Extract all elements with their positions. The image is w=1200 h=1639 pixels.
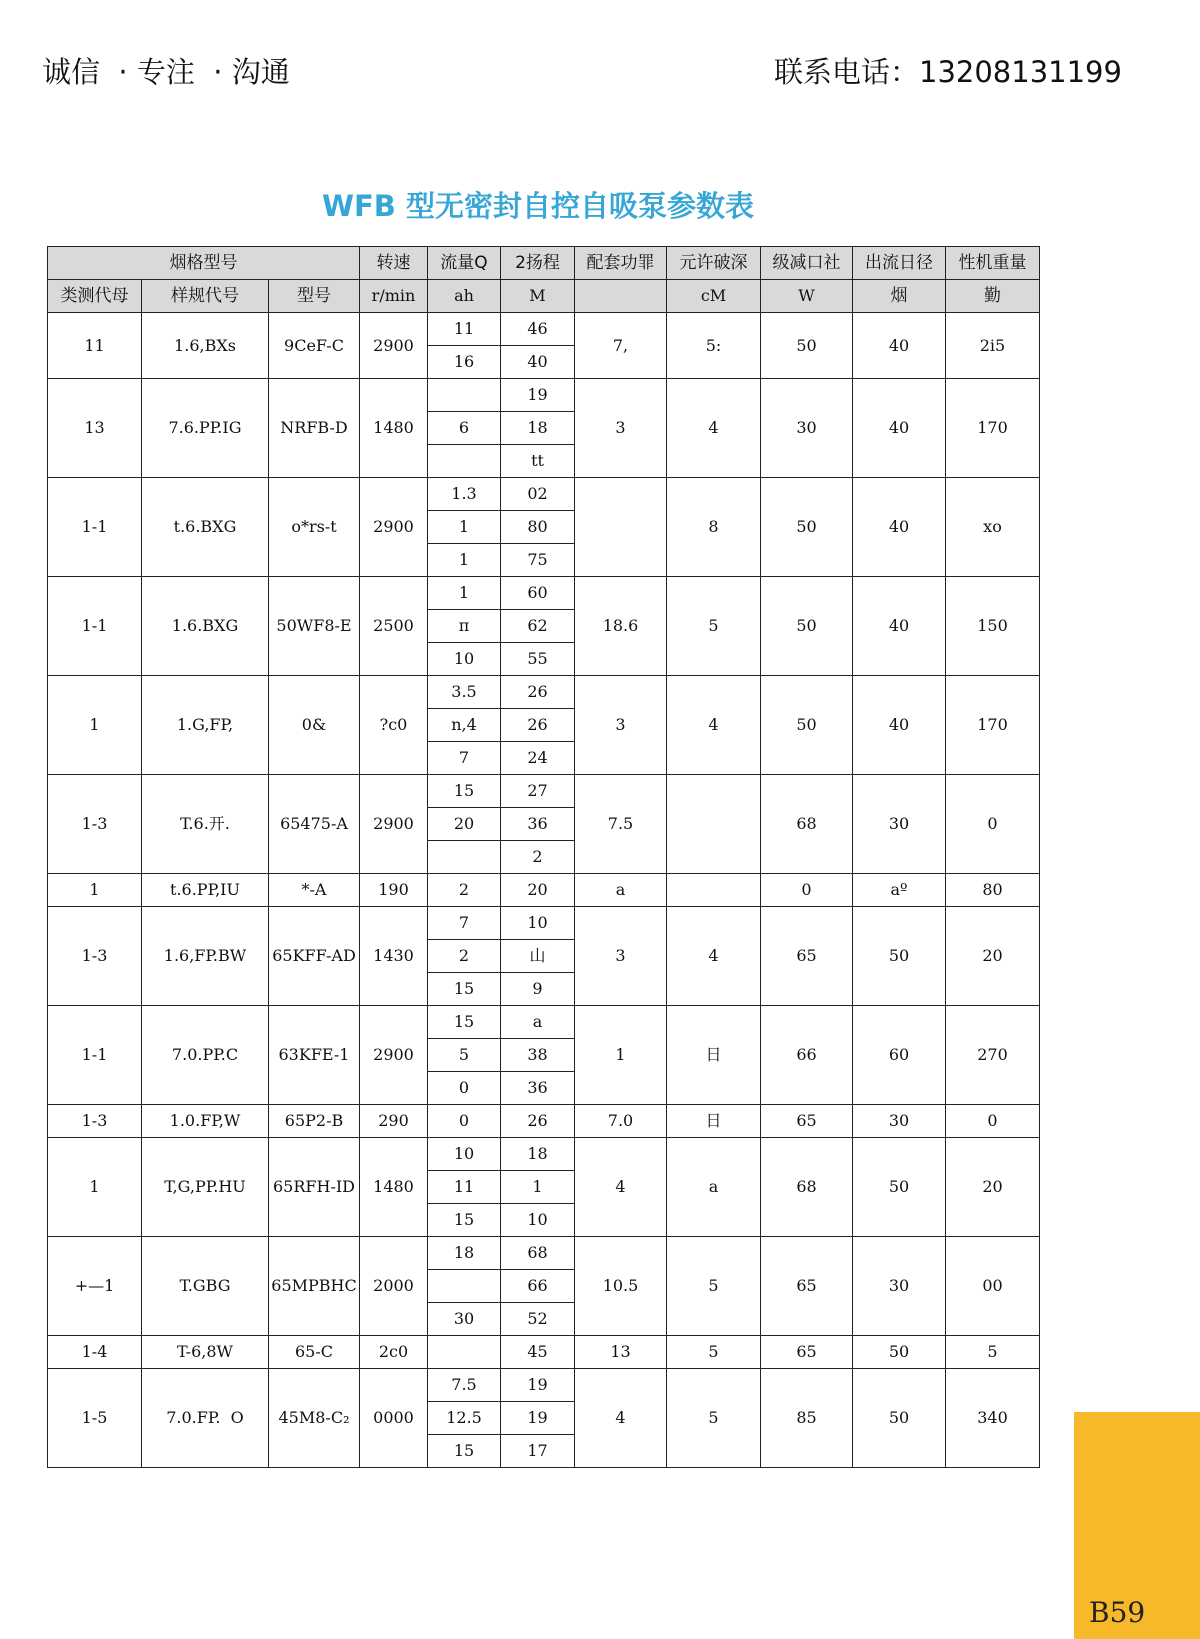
cell-type-code: 1-4 xyxy=(48,1336,142,1369)
cell-outlet: 30 xyxy=(853,1237,946,1336)
cell-npsh: 5 xyxy=(667,577,761,676)
cell-head: 10 xyxy=(501,907,575,940)
cell-outlet: 50 xyxy=(853,1336,946,1369)
cell-model: 0& xyxy=(269,676,360,775)
cell-weight: 20 xyxy=(946,1138,1040,1237)
cell-head: 75 xyxy=(501,544,575,577)
header-flow: 流量Q xyxy=(428,247,501,280)
cell-model: 65P2-B xyxy=(269,1105,360,1138)
cell-head: 10 xyxy=(501,1204,575,1237)
cell-flow: 15 xyxy=(428,973,501,1006)
cell-flow: 7 xyxy=(428,742,501,775)
cell-flow: 15 xyxy=(428,1006,501,1039)
unit-reducer: W xyxy=(761,280,853,313)
cell-reducer: 50 xyxy=(761,577,853,676)
cell-spec-code: t.6.PP,IU xyxy=(142,874,269,907)
cell-flow: 2 xyxy=(428,874,501,907)
cell-flow: n,4 xyxy=(428,709,501,742)
header-type-code: 类测代母 xyxy=(48,280,142,313)
cell-spec-code: 7.0.PP.C xyxy=(142,1006,269,1105)
cell-flow: 16 xyxy=(428,346,501,379)
cell-model: 65475-A xyxy=(269,775,360,874)
cell-flow: 6 xyxy=(428,412,501,445)
cell-spec-code: 1.6,FP.BW xyxy=(142,907,269,1006)
cell-reducer: 66 xyxy=(761,1006,853,1105)
cell-type-code: +—1 xyxy=(48,1237,142,1336)
cell-head: 19 xyxy=(501,379,575,412)
cell-flow: 1.3 xyxy=(428,478,501,511)
cell-spec-code: 7.0.FP. O xyxy=(142,1369,269,1468)
cell-power: 1 xyxy=(575,1006,667,1105)
cell-outlet: 40 xyxy=(853,313,946,379)
cell-flow: 15 xyxy=(428,775,501,808)
header-model: 型号 xyxy=(269,280,360,313)
header-power: 配套功罪 xyxy=(575,247,667,280)
cell-type-code: 1 xyxy=(48,1138,142,1237)
unit-weight: 勤 xyxy=(946,280,1040,313)
params-table xyxy=(47,246,1040,1468)
cell-head: 26 xyxy=(501,1105,575,1138)
cell-head: 62 xyxy=(501,610,575,643)
cell-flow xyxy=(428,841,501,874)
cell-reducer: 85 xyxy=(761,1369,853,1468)
cell-head: 19 xyxy=(501,1369,575,1402)
table-row xyxy=(48,907,1040,940)
cell-type-code: 1-3 xyxy=(48,1105,142,1138)
cell-speed: 1430 xyxy=(360,907,428,1006)
cell-type-code: 1-3 xyxy=(48,907,142,1006)
cell-flow: 1 xyxy=(428,511,501,544)
cell-model: 50WF8-E xyxy=(269,577,360,676)
cell-speed: 190 xyxy=(360,874,428,907)
header-speed: 转速 xyxy=(360,247,428,280)
cell-npsh: 日 xyxy=(667,1105,761,1138)
cell-head: 36 xyxy=(501,808,575,841)
cell-head: 46 xyxy=(501,313,575,346)
cell-power: 10.5 xyxy=(575,1237,667,1336)
table-row xyxy=(48,577,1040,610)
cell-npsh: 5: xyxy=(667,313,761,379)
cell-outlet: 40 xyxy=(853,478,946,577)
header-reducer: 级减口社 xyxy=(761,247,853,280)
cell-power xyxy=(575,478,667,577)
cell-flow: 2 xyxy=(428,940,501,973)
cell-spec-code: 1.0.FP,W xyxy=(142,1105,269,1138)
cell-outlet: 40 xyxy=(853,379,946,478)
page-title: WFB 型无密封自控自吸泵参数表 xyxy=(322,189,754,223)
cell-model: *-A xyxy=(269,874,360,907)
cell-power: 4 xyxy=(575,1369,667,1468)
table-row xyxy=(48,775,1040,808)
cell-flow: 30 xyxy=(428,1303,501,1336)
cell-spec-code: 1.G,FP, xyxy=(142,676,269,775)
cell-head: 40 xyxy=(501,346,575,379)
table-row xyxy=(48,313,1040,346)
header-weight: 性机重量 xyxy=(946,247,1040,280)
cell-model: NRFB-D xyxy=(269,379,360,478)
header-outlet: 出流日径 xyxy=(853,247,946,280)
cell-power: 4 xyxy=(575,1138,667,1237)
cell-head: 68 xyxy=(501,1237,575,1270)
cell-head: 24 xyxy=(501,742,575,775)
cell-speed: 290 xyxy=(360,1105,428,1138)
cell-weight: 170 xyxy=(946,676,1040,775)
cell-speed: 2500 xyxy=(360,577,428,676)
cell-weight: 0 xyxy=(946,775,1040,874)
cell-spec-code: T.6.开. xyxy=(142,775,269,874)
cell-head: 1 xyxy=(501,1171,575,1204)
cell-power: 13 xyxy=(575,1336,667,1369)
cell-flow: 10 xyxy=(428,643,501,676)
cell-type-code: 1-1 xyxy=(48,1006,142,1105)
cell-head: 27 xyxy=(501,775,575,808)
cell-spec-code: 1.6.BXG xyxy=(142,577,269,676)
cell-speed: 2900 xyxy=(360,1006,428,1105)
cell-outlet: 60 xyxy=(853,1006,946,1105)
header-contact: 联系电话：13208131199 xyxy=(774,55,1122,89)
table-row xyxy=(48,874,1040,907)
cell-flow: 18 xyxy=(428,1237,501,1270)
header-row xyxy=(48,247,1040,280)
cell-reducer: 65 xyxy=(761,907,853,1006)
cell-reducer: 50 xyxy=(761,313,853,379)
cell-flow: 12.5 xyxy=(428,1402,501,1435)
cell-flow: 3.5 xyxy=(428,676,501,709)
cell-head: 18 xyxy=(501,412,575,445)
cell-head: 9 xyxy=(501,973,575,1006)
cell-flow: 15 xyxy=(428,1435,501,1468)
header-head: 2扬程 xyxy=(501,247,575,280)
cell-outlet: 30 xyxy=(853,1105,946,1138)
cell-weight: 150 xyxy=(946,577,1040,676)
cell-npsh: a xyxy=(667,1138,761,1237)
cell-head: 80 xyxy=(501,511,575,544)
cell-head: 26 xyxy=(501,676,575,709)
cell-reducer: 50 xyxy=(761,676,853,775)
cell-weight: 80 xyxy=(946,874,1040,907)
cell-model: 65KFF-AD xyxy=(269,907,360,1006)
table-row xyxy=(48,1336,1040,1369)
cell-head: 17 xyxy=(501,1435,575,1468)
unit-head: M xyxy=(501,280,575,313)
cell-power: 3 xyxy=(575,379,667,478)
cell-reducer: 0 xyxy=(761,874,853,907)
cell-weight: xo xyxy=(946,478,1040,577)
cell-weight: 0 xyxy=(946,1105,1040,1138)
cell-speed: 1480 xyxy=(360,379,428,478)
unit-power xyxy=(575,280,667,313)
cell-spec-code: T,G,PP.HU xyxy=(142,1138,269,1237)
cell-head: 45 xyxy=(501,1336,575,1369)
cell-head: 66 xyxy=(501,1270,575,1303)
cell-power: a xyxy=(575,874,667,907)
cell-npsh: 8 xyxy=(667,478,761,577)
unit-outlet: 烟 xyxy=(853,280,946,313)
cell-type-code: 1-3 xyxy=(48,775,142,874)
cell-npsh: 4 xyxy=(667,379,761,478)
unit-row xyxy=(48,280,1040,313)
cell-head: 52 xyxy=(501,1303,575,1336)
cell-power: 7, xyxy=(575,313,667,379)
cell-model: 65MPBHC xyxy=(269,1237,360,1336)
cell-speed: 1480 xyxy=(360,1138,428,1237)
header-spec-code: 样规代号 xyxy=(142,280,269,313)
cell-head: 19 xyxy=(501,1402,575,1435)
cell-spec-code: 1.6,BXs xyxy=(142,313,269,379)
cell-flow: 0 xyxy=(428,1072,501,1105)
cell-type-code: 1-5 xyxy=(48,1369,142,1468)
cell-flow: 10 xyxy=(428,1138,501,1171)
table-row xyxy=(48,676,1040,709)
cell-type-code: 1-1 xyxy=(48,478,142,577)
cell-weight: 5 xyxy=(946,1336,1040,1369)
cell-type-code: 13 xyxy=(48,379,142,478)
cell-model: 45M8-C₂ xyxy=(269,1369,360,1468)
cell-type-code: 1 xyxy=(48,676,142,775)
header-model-group: 烟格型号 xyxy=(48,247,360,280)
table-row xyxy=(48,478,1040,511)
cell-head: 55 xyxy=(501,643,575,676)
cell-outlet: aº xyxy=(853,874,946,907)
unit-speed: r/min xyxy=(360,280,428,313)
cell-flow: 15 xyxy=(428,1204,501,1237)
cell-weight: 00 xyxy=(946,1237,1040,1336)
cell-power: 7.0 xyxy=(575,1105,667,1138)
cell-power: 7.5 xyxy=(575,775,667,874)
cell-flow: 7.5 xyxy=(428,1369,501,1402)
cell-speed: 0000 xyxy=(360,1369,428,1468)
cell-reducer: 30 xyxy=(761,379,853,478)
table-row xyxy=(48,1105,1040,1138)
cell-outlet: 50 xyxy=(853,907,946,1006)
cell-flow: 5 xyxy=(428,1039,501,1072)
cell-flow xyxy=(428,379,501,412)
cell-spec-code: t.6.BXG xyxy=(142,478,269,577)
cell-spec-code: T-6,8W xyxy=(142,1336,269,1369)
table-row xyxy=(48,1138,1040,1171)
cell-model: 9CeF-C xyxy=(269,313,360,379)
cell-weight: 340 xyxy=(946,1369,1040,1468)
table-row xyxy=(48,1369,1040,1402)
cell-outlet: 40 xyxy=(853,577,946,676)
cell-power: 3 xyxy=(575,676,667,775)
cell-speed: 2900 xyxy=(360,775,428,874)
cell-npsh: 5 xyxy=(667,1336,761,1369)
cell-head: 山 xyxy=(501,940,575,973)
cell-model: 65-C xyxy=(269,1336,360,1369)
cell-flow: π xyxy=(428,610,501,643)
cell-flow: 7 xyxy=(428,907,501,940)
cell-model: o*rs-t xyxy=(269,478,360,577)
cell-reducer: 68 xyxy=(761,1138,853,1237)
cell-npsh xyxy=(667,874,761,907)
cell-head: 26 xyxy=(501,709,575,742)
cell-model: 65RFH-ID xyxy=(269,1138,360,1237)
cell-speed: 2c0 xyxy=(360,1336,428,1369)
table-row xyxy=(48,1006,1040,1039)
cell-head: 02 xyxy=(501,478,575,511)
cell-spec-code: T.GBG xyxy=(142,1237,269,1336)
cell-flow xyxy=(428,445,501,478)
cell-reducer: 65 xyxy=(761,1105,853,1138)
unit-flow: ah xyxy=(428,280,501,313)
cell-npsh: 4 xyxy=(667,676,761,775)
cell-weight: 20 xyxy=(946,907,1040,1006)
cell-flow: 11 xyxy=(428,1171,501,1204)
cell-npsh xyxy=(667,775,761,874)
cell-npsh: 5 xyxy=(667,1237,761,1336)
cell-reducer: 68 xyxy=(761,775,853,874)
cell-flow xyxy=(428,1336,501,1369)
cell-head: 20 xyxy=(501,874,575,907)
cell-reducer: 65 xyxy=(761,1237,853,1336)
cell-head: a xyxy=(501,1006,575,1039)
cell-outlet: 40 xyxy=(853,676,946,775)
cell-speed: ?c0 xyxy=(360,676,428,775)
table-row xyxy=(48,1237,1040,1270)
cell-power: 18.6 xyxy=(575,577,667,676)
cell-flow: 1 xyxy=(428,577,501,610)
cell-outlet: 50 xyxy=(853,1369,946,1468)
cell-npsh: 日 xyxy=(667,1006,761,1105)
header-npsh: 元许破深 xyxy=(667,247,761,280)
cell-speed: 2000 xyxy=(360,1237,428,1336)
cell-flow: 1 xyxy=(428,544,501,577)
cell-type-code: 1-1 xyxy=(48,577,142,676)
cell-weight: 170 xyxy=(946,379,1040,478)
cell-flow: 11 xyxy=(428,313,501,346)
cell-head: 60 xyxy=(501,577,575,610)
cell-npsh: 5 xyxy=(667,1369,761,1468)
unit-npsh: cM xyxy=(667,280,761,313)
cell-type-code: 11 xyxy=(48,313,142,379)
cell-weight: 2i5 xyxy=(946,313,1040,379)
cell-reducer: 65 xyxy=(761,1336,853,1369)
cell-head: 18 xyxy=(501,1138,575,1171)
cell-power: 3 xyxy=(575,907,667,1006)
table-row xyxy=(48,379,1040,412)
header-slogan: 诚信 · 专注 · 沟通 xyxy=(42,55,290,89)
cell-flow xyxy=(428,1270,501,1303)
page-number: B59 xyxy=(1089,1596,1146,1629)
cell-weight: 270 xyxy=(946,1006,1040,1105)
cell-type-code: 1 xyxy=(48,874,142,907)
cell-speed: 2900 xyxy=(360,313,428,379)
cell-spec-code: 7.6.PP.IG xyxy=(142,379,269,478)
cell-flow: 0 xyxy=(428,1105,501,1138)
cell-npsh: 4 xyxy=(667,907,761,1006)
cell-head: tt xyxy=(501,445,575,478)
cell-head: 2 xyxy=(501,841,575,874)
cell-speed: 2900 xyxy=(360,478,428,577)
cell-reducer: 50 xyxy=(761,478,853,577)
cell-head: 38 xyxy=(501,1039,575,1072)
cell-flow: 20 xyxy=(428,808,501,841)
cell-model: 63KFE-1 xyxy=(269,1006,360,1105)
cell-head: 36 xyxy=(501,1072,575,1105)
cell-outlet: 50 xyxy=(853,1138,946,1237)
cell-outlet: 30 xyxy=(853,775,946,874)
